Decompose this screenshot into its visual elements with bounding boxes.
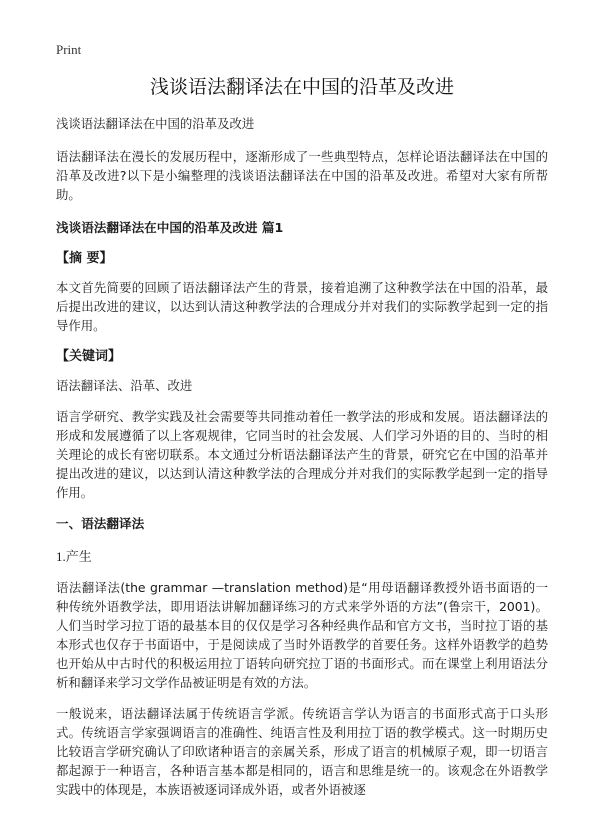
abstract-heading: 【摘 要】: [56, 251, 113, 266]
article-heading: 浅谈语法翻译法在中国的沿革及改进 篇1: [56, 220, 284, 235]
subsection-heading-origin: 1.产生: [56, 549, 92, 564]
document-subtitle: 浅谈语法翻译法在中国的沿革及改进: [56, 116, 255, 131]
keywords-heading: 【关键词】: [56, 349, 122, 364]
abstract-paragraph: 本文首先简要的回顾了语法翻译法产生的背景，接着追溯了这种教学法在中国的沿革，最后提出改进的建议，以达到认清这种教学法的合理成分并对我们的实际教学起到一定的指导作用。: [56, 280, 548, 333]
body-paragraph-1: 语言学研究、教学实践及社会需要等共同推动着任一教学法的形成和发展。语法翻译法的形成和发展遵循了以上客观规律，它同当时的社会发展、人们学习外语的目的、当时的相关理论的成长有密切联系。本文通过分析语法翻译法产生的背景，研究它在中国的沿革并提出改进的建议，以达到认清这种教学法的合理成分并对我们的实际教学起到一定的指导作用。: [56, 409, 548, 500]
keywords-paragraph: 语法翻译法、沿革、改进: [56, 378, 193, 393]
body-paragraph-2: 语法翻译法(the grammar —translation method)是“用母语翻译教授外语书面语的一种传统外语教学法，即用语法讲解加翻译练习的方式来学外语的方法”(鲁宗干，2001)。人们当时学习拉丁语的最基本目的仅仅是学习各种经典作品和官方文书，当时拉丁语的基本形式也仅存于书面语中，于是阅读成了当时外语教学的首要任务。这样外语教学的趋势也开始从中古时代的积极运用拉丁语转向研究拉丁语的书面形式。而在课堂上利用语法分析和翻译来学习文学作品被证明是有效的方法。: [56, 580, 548, 690]
document-page: [56, 42, 548, 811]
print-label: Print: [56, 42, 82, 57]
document-title: 浅谈语法翻译法在中国的沿革及改进: [149, 76, 454, 98]
body-paragraph-3: 一般说来，语法翻译法属于传统语言学派。传统语言学认为语言的书面形式高于口头形式。传统语言学家强调语言的准确性、纯语言性及利用拉丁语的教学模式。这一时期历史比较语言学研究确认了印欧诸种语言的亲属关系，形成了语言的机械原子观，即一切语言都起源于一种语言，各种语言基本都是相同的，语言和思维是统一的。该观念在外语教学实践中的体现是，本族语被逐词译成外语，或者外语被逐: [56, 706, 548, 797]
intro-paragraph: 语法翻译法在漫长的发展历程中，逐渐形成了一些典型特点，怎样论语法翻译法在中国的沿革及改进?以下是小编整理的浅谈语法翻译法在中国的沿革及改进。希望对大家有所帮助。: [56, 149, 548, 202]
section-heading-grammar-translation: 一、语法翻译法: [56, 516, 145, 531]
